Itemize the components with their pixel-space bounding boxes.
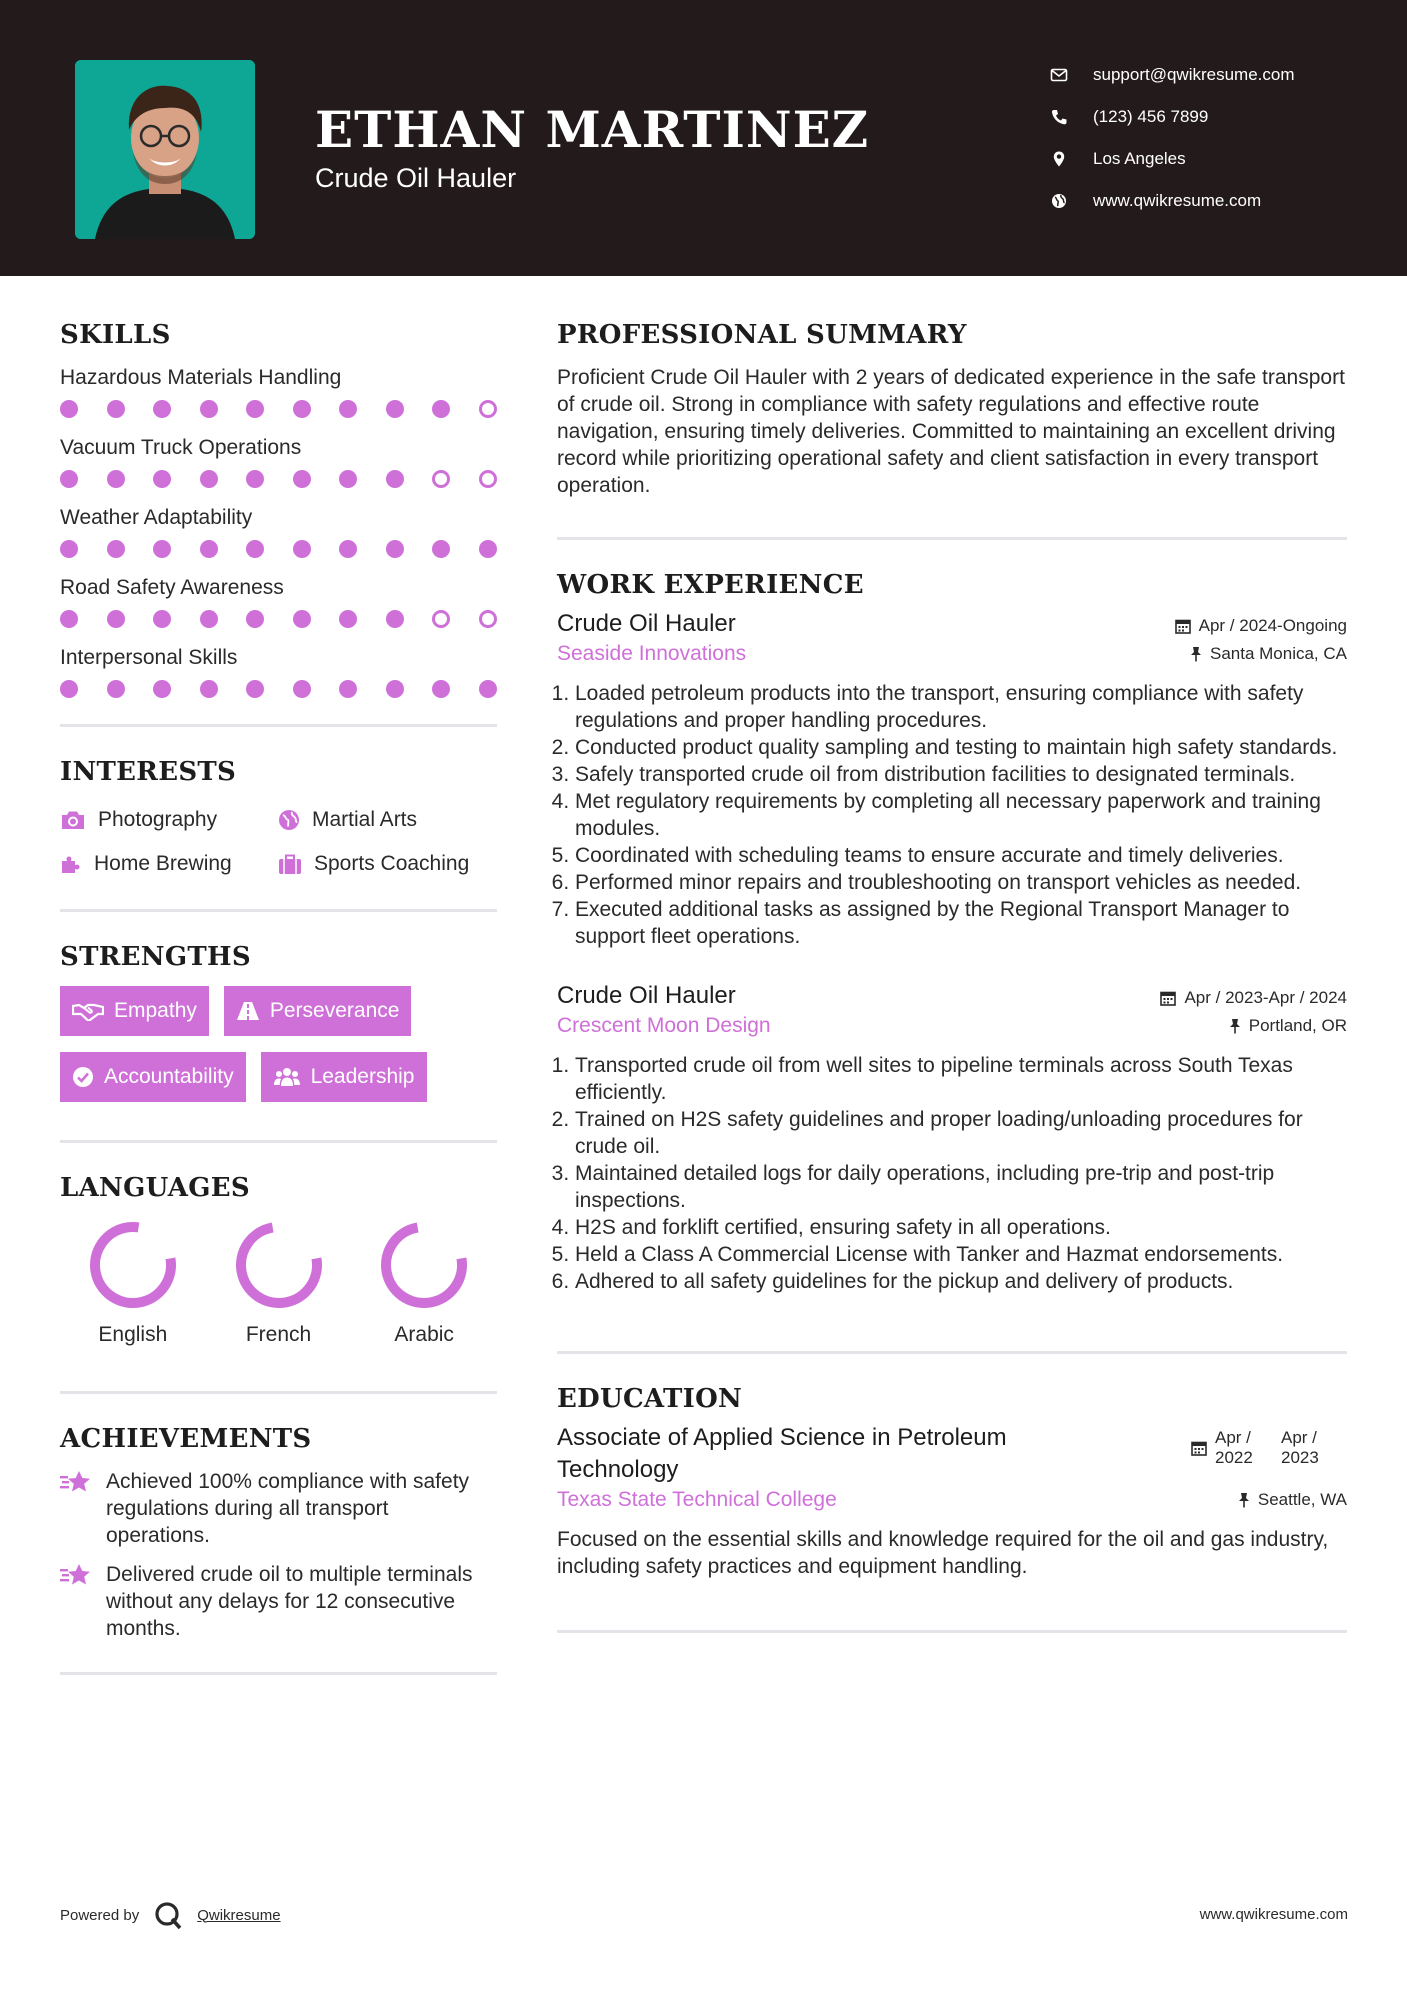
rating-dot-filled — [293, 470, 311, 488]
language-item — [60, 1217, 206, 1347]
interest-item — [278, 805, 497, 835]
language-level-ring — [231, 1217, 327, 1313]
phone-icon — [1050, 108, 1068, 126]
job-location — [1229, 1016, 1347, 1036]
education-description: Focused on the essential skills and knowledge required for the oil and gas industry, including safety practices and equipment handling. — [557, 1528, 1329, 1578]
summary-text: Proficient Crude Oil Hauler with 2 years of dedicated experience in the safe transport of crude oil. Strong in compliance with safety regulations and effective route navigation, ensuring timely deliveries. Committed to maintaining an excellent driving record while prioritizing operational safety and client satisfaction in every transport operation. — [557, 366, 1345, 497]
job-location-text: Portland, OR — [1248, 1016, 1347, 1035]
duty-item: 3. Safely transported crude oil from distribution facilities to designated terminals. — [575, 761, 1347, 788]
powered-by-label: Powered by — [60, 1906, 140, 1924]
job-date-text: Apr / 2024-Ongoing — [1198, 616, 1347, 635]
skill-name: Vacuum Truck Operations — [60, 436, 302, 459]
duty-item: 6. Adhered to all safety guidelines for the pickup and delivery of products. — [575, 1268, 1347, 1295]
contact-phone[interactable] — [1050, 96, 1380, 138]
languages-list — [60, 1217, 497, 1347]
footer-website[interactable]: www.qwikresume.com — [1199, 1906, 1348, 1923]
education-heading: EDUCATION — [557, 1384, 743, 1414]
achievement-text: Delivered crude oil to multiple terminals without any delays for 12 consecutive months. — [106, 1563, 473, 1640]
duty-item: 7. Executed additional tasks as assigned by the Regional Transport Manager to support fleet operations. — [575, 896, 1347, 950]
rating-dot-filled — [339, 610, 357, 628]
company-name: Crescent Moon Design — [557, 1014, 771, 1037]
briefcase-icon — [278, 853, 302, 875]
skill-name: Interpersonal Skills — [60, 646, 238, 669]
language-item — [351, 1217, 497, 1347]
envelope-icon — [1050, 66, 1068, 84]
rating-dot-filled — [386, 470, 404, 488]
candidate-title: Crude Oil Hauler — [315, 163, 517, 193]
skill-rating — [60, 672, 497, 706]
rating-dot-filled — [339, 540, 357, 558]
job-location-text: Santa Monica, CA — [1209, 644, 1347, 663]
strengths-heading: STRENGTHS — [60, 942, 251, 972]
skill-name: Hazardous Materials Handling — [60, 366, 342, 389]
rating-dot-empty — [479, 400, 497, 418]
rating-dot-filled — [386, 540, 404, 558]
road-icon — [236, 1001, 260, 1021]
rating-dot-filled — [60, 540, 78, 558]
education-location-text: Seattle, WA — [1257, 1490, 1347, 1509]
rating-dot-filled — [153, 540, 171, 558]
section-divider — [557, 1351, 1347, 1354]
rating-dot-empty — [432, 470, 450, 488]
rating-dot-filled — [200, 400, 218, 418]
rating-dot-filled — [200, 470, 218, 488]
skill-rating — [60, 462, 497, 496]
duty-item: 5. Held a Class A Commercial License with Tanker and Hazmat endorsements. — [575, 1241, 1347, 1268]
rating-dot-filled — [246, 610, 264, 628]
job-date — [1160, 988, 1347, 1008]
job-date-text: Apr / 2023-Apr / 2024 — [1184, 988, 1347, 1007]
section-divider — [60, 1672, 497, 1675]
rating-dot-filled — [200, 610, 218, 628]
globe-icon — [1050, 192, 1068, 210]
language-name: Arabic — [394, 1323, 454, 1346]
resume-header — [0, 0, 1407, 276]
skill-rating — [60, 602, 497, 636]
section-divider — [60, 909, 497, 912]
rating-dot-filled — [246, 540, 264, 558]
rating-dot-filled — [60, 400, 78, 418]
rating-dot-filled — [386, 680, 404, 698]
job-entry — [557, 980, 1347, 1295]
camera-icon — [60, 809, 86, 831]
language-level-arc — [380, 1221, 468, 1309]
summary-heading: PROFESSIONAL SUMMARY — [557, 320, 967, 350]
rating-dot-filled — [339, 400, 357, 418]
interests-list — [60, 805, 497, 879]
calendar-icon — [1191, 1440, 1207, 1456]
contact-website[interactable] — [1050, 180, 1380, 222]
rating-dot-filled — [339, 470, 357, 488]
language-name: English — [98, 1323, 168, 1346]
contact-email[interactable] — [1050, 54, 1380, 96]
rating-dot-filled — [107, 400, 125, 418]
candidate-name: ETHAN MARTINEZ — [315, 100, 870, 159]
company-name: Seaside Innovations — [557, 642, 747, 665]
interest-label: Sports Coaching — [314, 852, 470, 875]
strength-label: Leadership — [310, 1065, 415, 1088]
footer-powered — [60, 1900, 281, 1930]
rating-dot-filled — [293, 680, 311, 698]
rating-dot-filled — [153, 400, 171, 418]
duty-item: 2. Conducted product quality sampling and testing to maintain high safety standards. — [575, 734, 1347, 761]
rating-dot-filled — [293, 610, 311, 628]
rating-dot-filled — [386, 610, 404, 628]
section-divider — [557, 1630, 1347, 1633]
job-date — [1175, 616, 1347, 636]
qwikresume-logo-icon — [153, 1900, 183, 1930]
contact-location-text: Los Angeles — [1093, 149, 1186, 168]
achievement-item — [60, 1561, 497, 1642]
rating-dot-empty — [479, 470, 497, 488]
strength-label: Empathy — [114, 999, 197, 1022]
rating-dot-filled — [479, 680, 497, 698]
puzzle-icon — [60, 853, 82, 875]
users-icon — [273, 1066, 301, 1088]
duty-item: 1. Transported crude oil from well sites to pipeline terminals across South Texas efficiently. — [575, 1052, 1347, 1106]
duty-item: 1. Loaded petroleum products into the transport, ensuring compliance with safety regulations and proper handling procedures. — [575, 680, 1347, 734]
profile-photo — [75, 60, 255, 239]
language-level-arc — [89, 1221, 177, 1309]
rating-dot-filled — [432, 540, 450, 558]
section-divider — [60, 1391, 497, 1394]
pushpin-icon — [1238, 1492, 1250, 1508]
pushpin-icon — [1229, 1018, 1241, 1034]
education-start: Apr / 2022 — [1215, 1428, 1253, 1467]
language-level-ring — [376, 1217, 472, 1313]
duty-item: 5. Coordinated with scheduling teams to ensure accurate and timely deliveries. — [575, 842, 1347, 869]
language-level-arc — [234, 1221, 322, 1309]
rating-dot-filled — [153, 470, 171, 488]
achievements-heading: ACHIEVEMENTS — [60, 1424, 312, 1454]
degree-title: Associate of Applied Science in Petroleum Technology — [557, 1424, 1007, 1483]
job-duties — [557, 680, 1347, 950]
pushpin-icon — [1190, 646, 1202, 662]
star-icon — [60, 1470, 92, 1494]
contact-email-text: support@qwikresume.com — [1093, 65, 1295, 84]
rating-dot-filled — [293, 400, 311, 418]
experience-heading: WORK EXPERIENCE — [557, 570, 864, 600]
skills-heading: SKILLS — [60, 320, 171, 350]
rating-dot-filled — [246, 470, 264, 488]
languages-heading: LANGUAGES — [60, 1173, 250, 1203]
job-title: Crude Oil Hauler — [557, 982, 736, 1009]
rating-dot-filled — [293, 540, 311, 558]
duty-item: 4. Met regulatory requirements by completing all necessary paperwork and training modules. — [575, 788, 1347, 842]
duty-item: 2. Trained on H2S safety guidelines and proper loading/unloading procedures for crude oil. — [575, 1106, 1347, 1160]
rating-dot-empty — [432, 610, 450, 628]
strength-tag — [224, 986, 412, 1036]
contact-location — [1050, 138, 1380, 180]
education-entry — [557, 1422, 1347, 1580]
education-end: Apr / 2023 — [1281, 1428, 1319, 1467]
interests-heading: INTERESTS — [60, 757, 237, 787]
interest-item — [60, 805, 278, 835]
rating-dot-empty — [479, 610, 497, 628]
job-location — [1190, 644, 1347, 664]
school-name: Texas State Technical College — [557, 1488, 837, 1511]
rating-dot-filled — [479, 540, 497, 558]
calendar-icon — [1160, 990, 1176, 1006]
contact-phone-text: (123) 456 7899 — [1093, 107, 1209, 126]
achievement-text: Achieved 100% compliance with safety regulations during all transport operations. — [106, 1470, 470, 1547]
strength-tag — [261, 1052, 427, 1102]
rating-dot-filled — [432, 400, 450, 418]
rating-dot-filled — [246, 400, 264, 418]
achievement-item — [60, 1468, 497, 1549]
contact-list — [1050, 54, 1380, 222]
check-circle-icon — [72, 1066, 94, 1088]
rating-dot-filled — [153, 680, 171, 698]
map-pin-icon — [1050, 150, 1068, 168]
section-divider — [60, 1140, 497, 1143]
rating-dot-filled — [60, 470, 78, 488]
skill-name: Weather Adaptability — [60, 506, 253, 529]
right-column — [557, 320, 1347, 1633]
star-icon — [60, 1563, 92, 1587]
section-divider — [557, 537, 1347, 540]
rating-dot-filled — [107, 680, 125, 698]
rating-dot-filled — [107, 470, 125, 488]
duty-item: 6. Performed minor repairs and troubleshooting on transport vehicles as needed. — [575, 869, 1347, 896]
strength-label: Perseverance — [269, 999, 400, 1022]
skill-name: Road Safety Awareness — [60, 576, 284, 599]
globe-icon — [278, 809, 300, 831]
education-date — [1191, 1428, 1347, 1468]
rating-dot-filled — [200, 680, 218, 698]
achievements-list — [60, 1468, 497, 1642]
interest-label: Martial Arts — [312, 808, 418, 831]
contact-website-text: www.qwikresume.com — [1093, 191, 1262, 210]
rating-dot-filled — [153, 610, 171, 628]
language-name: French — [245, 1323, 312, 1346]
job-duties — [557, 1052, 1347, 1295]
left-column — [60, 320, 497, 1675]
skill-rating — [60, 392, 497, 426]
section-divider — [60, 724, 497, 727]
strength-tag — [60, 1052, 246, 1102]
rating-dot-filled — [339, 680, 357, 698]
duty-item: 3. Maintained detailed logs for daily operations, including pre-trip and post-trip inspections. — [575, 1160, 1347, 1214]
duty-item: 4. H2S and forklift certified, ensuring safety in all operations. — [575, 1214, 1347, 1241]
job-entry — [557, 608, 1347, 950]
skill-rating — [60, 532, 497, 566]
rating-dot-filled — [432, 680, 450, 698]
education-location — [1238, 1490, 1347, 1510]
rating-dot-filled — [107, 540, 125, 558]
strengths-list — [60, 986, 497, 1102]
rating-dot-filled — [386, 400, 404, 418]
strength-tag — [60, 986, 209, 1036]
rating-dot-filled — [200, 540, 218, 558]
strength-label: Accountability — [104, 1065, 234, 1088]
rating-dot-filled — [60, 680, 78, 698]
brand-link[interactable]: Qwikresume — [197, 1906, 281, 1924]
rating-dot-filled — [107, 610, 125, 628]
language-item — [206, 1217, 352, 1347]
language-level-ring — [85, 1217, 181, 1313]
interest-item — [60, 849, 278, 879]
job-title: Crude Oil Hauler — [557, 610, 736, 637]
rating-dot-filled — [246, 680, 264, 698]
interest-label: Photography — [98, 808, 218, 831]
skills-list — [60, 364, 497, 706]
handshake-icon — [72, 1001, 104, 1021]
calendar-icon — [1175, 618, 1191, 634]
rating-dot-filled — [60, 610, 78, 628]
interest-item — [278, 849, 497, 879]
interest-label: Home Brewing — [94, 852, 232, 875]
